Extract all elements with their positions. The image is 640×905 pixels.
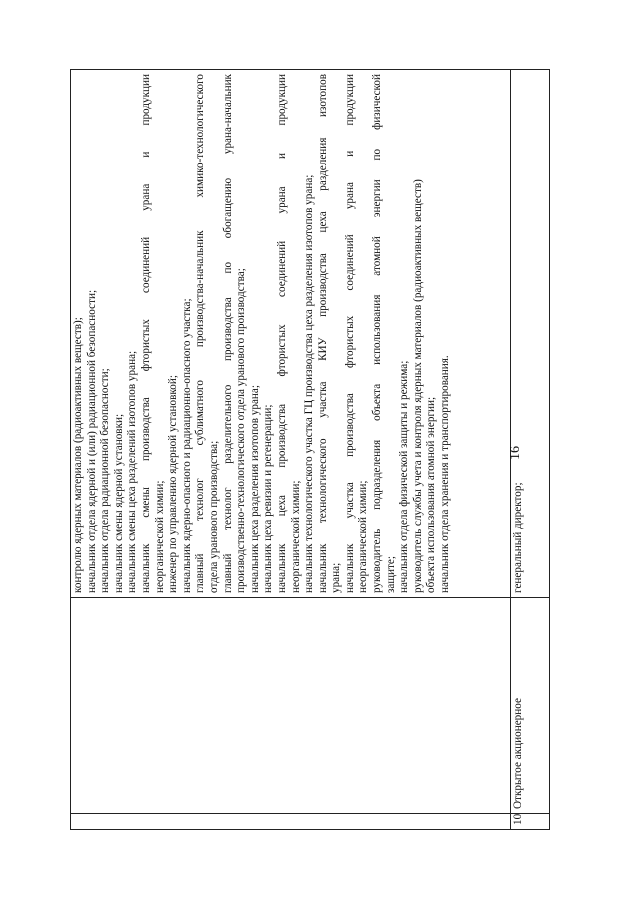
organization-cell: Открытое акционерное [511,598,550,814]
position-line: руководитель подразделения объекта использования атомной энергии по физической [371,74,384,593]
row-number-cell [71,814,511,830]
position-line: неорганической химии; [289,480,302,593]
position-line: начальник смены производства фтористых соединений урана и продукции [139,74,152,593]
position-line: начальник отдела ядерной и (или) радиационной безопасности; [85,289,98,593]
position-line: производственно-технологического отдела уранового производства; [235,268,248,593]
position-line: начальник отдела хранения и транспортирования. [439,355,452,593]
position-line: руководитель службы учета и контроля ядерных материалов (радиоактивных веществ) [411,179,424,593]
position-line: начальник технологического участка КИУ производства цеха разделения изотопов [316,74,329,593]
position-line: начальник технологического участка ГЦ производства цеха разделения изотопов урана; [303,174,316,593]
organization-cell [71,598,511,814]
position-line: начальник участка производства фтористых соединений урана и продукции [343,74,356,593]
position-line: объекта использования атомной энергии; [425,396,438,593]
position-line: главный технолог разделительного производства по обогащению урана-начальник [221,74,234,593]
position-line: инженер по управлению ядерной установкой; [167,375,180,593]
page-number: 16 [508,446,523,460]
position-line: начальник смены ядерной установки; [112,413,125,593]
positions-cell [71,70,511,598]
position-line: начальник ядерно-опасного и радиационно-опасного участка; [180,298,193,593]
positions-table [70,69,550,830]
position-line: начальник отдела физической защиты и режима; [398,360,411,593]
position-line: неорганической химии; [357,480,370,593]
positions-cell [511,70,550,598]
position-line: урана; [330,562,343,593]
position-line: начальник отдела радиационной безопасности; [99,368,112,593]
position-line: контролю ядерных материалов (радиоактивных веществ); [72,317,84,593]
position-line: начальник цеха разделения изотопов урана; [248,385,261,593]
position-line: начальник цеха ревизии и регенерации; [262,404,275,593]
position-line: защите; [384,556,397,593]
position-line: генеральный директор; [512,482,524,593]
table-row [71,70,511,830]
position-line: отдела уранового производства; [207,440,220,593]
position-line: неорганической химии; [153,480,166,593]
position-line: главный технолог сублиматного производства-начальник химико-технологического [194,74,207,593]
position-line: начальник цеха производства фтористых соединений урана и продукции [275,74,288,593]
rotated-page [70,70,550,830]
row-number-cell: 10 [511,814,550,830]
position-line: начальник смены цеха разделений изотопов урана; [126,350,139,593]
